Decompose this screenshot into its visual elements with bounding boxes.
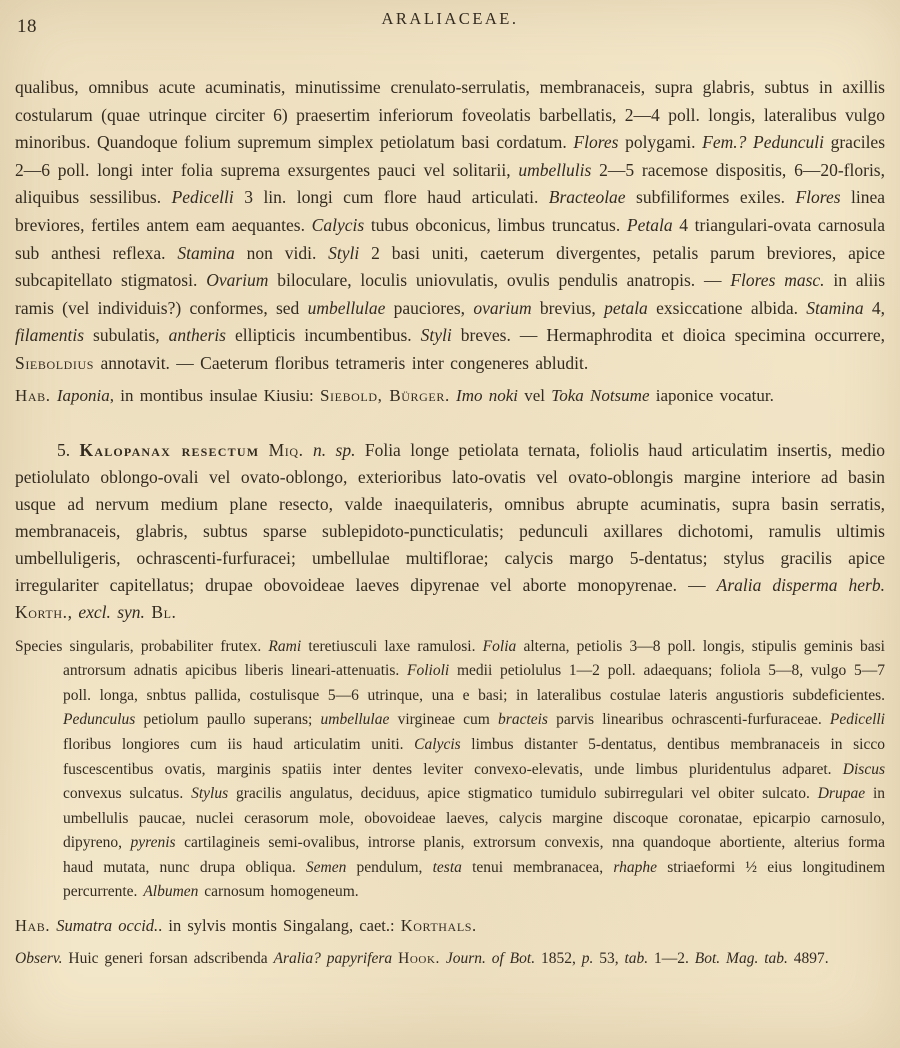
text-run: ellipticis incumbentibus. bbox=[226, 325, 421, 346]
text-run: Stamina bbox=[177, 242, 235, 263]
text-run: Folioli bbox=[407, 662, 450, 680]
text-run: pyrenis bbox=[130, 834, 176, 852]
text-run: biloculare, loculis uniovulatis, ovulis pendulis anatropis. — bbox=[268, 270, 731, 291]
text-run: carnosum homogeneum. bbox=[198, 883, 359, 901]
text-run: Pedicelli bbox=[171, 187, 234, 208]
paragraph-observation bbox=[15, 947, 885, 972]
text-run: Flores bbox=[795, 187, 841, 208]
text-run: cartilagineis semi-ovalibus, introrse planis, extrorsum convexis, nna quandoque abortiente, alterius forma haud mutata, nunc drupa obliqua. bbox=[63, 834, 885, 876]
text-run: Hab. bbox=[15, 916, 51, 936]
text-run: 4 triangulari-ovata carnosula sub anthesi reflexa. bbox=[15, 214, 885, 263]
text-run: Miq. bbox=[268, 439, 304, 460]
text-run: p. bbox=[581, 950, 594, 968]
text-run: alterna, petiolis 3—8 poll. longis, stipulis geminis basi antrorsum adnatis apicibus liberis lineari-attenuatis. bbox=[63, 637, 885, 680]
text-run: Hab. bbox=[15, 385, 51, 405]
text-run: 5. bbox=[57, 439, 80, 460]
page-header bbox=[0, 0, 900, 46]
text-run: in umbellulis paucae, nuclei cerasorum mole, obovoideae laeves, calycis margine discoque coronatae, epicarpio carnosulo, dipyreno, bbox=[63, 785, 886, 852]
running-head-title: ARALIACEAE. bbox=[381, 9, 519, 28]
text-run: Stylus bbox=[191, 785, 229, 803]
text-run: Korthals. bbox=[400, 916, 477, 936]
text-run: umbellulae bbox=[307, 297, 386, 318]
text-run: tab. bbox=[624, 950, 649, 968]
text-run: convexus sulcatus. bbox=[63, 785, 192, 803]
paragraph-habitat-sumatra bbox=[15, 913, 885, 938]
text-run: bracteis bbox=[498, 711, 548, 729]
text-run: 4897. bbox=[787, 950, 829, 968]
text-run: rhaphe bbox=[613, 858, 658, 876]
text-run: Semen bbox=[305, 858, 347, 876]
text-run: Drupae bbox=[817, 785, 866, 803]
text-run: Bracteolae bbox=[548, 187, 626, 208]
text-run: breves. — Hermaphrodita et dioica specimina occurrere, bbox=[451, 325, 885, 346]
text-run: umbellulis bbox=[518, 159, 592, 180]
text-run: filamentis bbox=[15, 325, 85, 346]
text-run: ovarium bbox=[473, 297, 532, 318]
text-run: Korth. bbox=[15, 601, 68, 622]
text-run: floribus longiores cum iis haud articulatim uniti. bbox=[63, 735, 415, 753]
paragraph-species-heading-kalopanax-resectum bbox=[15, 437, 885, 626]
text-run: tubus obconicus, limbus truncatus. bbox=[364, 214, 627, 235]
text-run: Sieboldius bbox=[15, 352, 95, 373]
text-run: Aralia disperma herb. bbox=[716, 574, 885, 595]
text-run: qualibus, omnibus acute acuminatis, minutissime crenulato-serrulatis, membranaceis, supra glabris, subtus in axillis costularum (quae utrinque circiter 6) praesertim inferiorum foveolatis barbellatis, 2—4 poll. longis, lateralibus vulgo minoribus. Quandoque folium supremum simplex petiolatum basi cordatum. bbox=[15, 77, 885, 153]
text-run: linea breviores, fertiles antem eam aequantes. bbox=[15, 187, 886, 235]
text-run: Flores bbox=[573, 132, 619, 153]
text-run: 4, bbox=[863, 297, 885, 318]
text-run: Pedunculus bbox=[63, 711, 136, 729]
text-run: 53, bbox=[593, 950, 625, 968]
text-run: n. sp. bbox=[313, 439, 356, 460]
text-run: Stamina bbox=[806, 297, 864, 318]
text-run: Bot. Mag. tab. bbox=[694, 950, 788, 968]
text-run: umbellulae bbox=[320, 711, 390, 729]
text-run: Journ. of Bot. bbox=[445, 950, 536, 968]
text-run: antheris bbox=[168, 325, 226, 346]
text-run: Toka Notsume bbox=[551, 385, 650, 405]
text-run: pendulum, bbox=[346, 858, 433, 876]
text-run: petala bbox=[604, 297, 648, 318]
text-run: annotavit. — Caeterum floribus tetrameris inter congeneres abludit. bbox=[94, 352, 589, 373]
text-run: parvis linearibus ochrascenti-furfuraceae. bbox=[547, 711, 830, 729]
text-run: Discus bbox=[842, 760, 885, 778]
text-run: Calycis bbox=[414, 735, 461, 753]
text-run: petiolum paullo superans; bbox=[135, 711, 321, 729]
page-number: 18 bbox=[17, 16, 37, 37]
text-run: Ovarium bbox=[206, 270, 269, 291]
text-run: Styli bbox=[328, 242, 360, 263]
paragraph-species-description bbox=[15, 635, 885, 906]
text-run: Siebold, Bürger. bbox=[319, 385, 450, 405]
text-run: Petala bbox=[626, 214, 673, 235]
text-run: gracilis angulatus, deciduus, apice stigmatico tumidulo subirregulari vel obiter sulcato. bbox=[228, 785, 818, 803]
text-run: non vidi. bbox=[234, 242, 329, 263]
text-run: Rami bbox=[268, 637, 302, 655]
text-run: Imo noki bbox=[456, 385, 519, 405]
text-run: tenui membranacea, bbox=[461, 858, 614, 876]
text-run: Sumatra occid. bbox=[56, 916, 159, 936]
text-run: Aralia? papyrifera bbox=[273, 950, 393, 968]
text-run: Huic generi forsan adscribenda bbox=[62, 950, 274, 968]
text-run: limbus distanter 5-dentatus, dentibus membranaceis in sicco fuscescentibus ovatis, marginis spatiis inter dentes leviter convexo-elevatis, unde limbus pluridentulus adparet. bbox=[63, 735, 885, 778]
text-run: Species singularis, probabiliter frutex. bbox=[15, 637, 269, 655]
text-run: testa bbox=[432, 858, 462, 876]
text-run: brevius, bbox=[531, 297, 605, 318]
text-run: virgineae cum bbox=[389, 711, 499, 729]
text-run: Pedunculi bbox=[753, 132, 824, 153]
text-run: Observ. bbox=[15, 950, 63, 968]
text-run: , in montibus insulae Kiusiu: bbox=[109, 385, 320, 405]
text-run: subulatis, bbox=[84, 325, 169, 346]
paragraph-genus-description-continued bbox=[15, 74, 885, 378]
text-run: pauciores, bbox=[385, 297, 474, 318]
text-run: in aliis ramis (vel individuis?) conformes, sed bbox=[15, 270, 886, 318]
text-run: Bl. bbox=[151, 601, 177, 622]
text-run: 2—5 racemose dispositis, 6—20-floris, aliquibus sessilibus. bbox=[15, 159, 885, 208]
text-run bbox=[259, 440, 268, 460]
text-run: 3 lin. longi cum flore haud articulati. bbox=[233, 187, 549, 208]
text-run: Albumen bbox=[143, 883, 199, 901]
text-run: Folia longe petiolata ternata, foliolis haud articulatim insertis, medio petiolulato oblongo-ovali vel ovato-oblongo, exterioribus lato-ovatis vel ovato-oblongis margine interiore ad basin usque ad nervum medium plane resecto, valde inaequilateris, omnibus abrupte acuminatis, supra basin serratis, membranaceis, glabris, subtus sparse sublepidoto-puncticulatis; pedunculi axillares dichotomi, ramulis ultimis umbelluligeris, ochrascenti-furfuracei; umbellulae multiflorae; calycis margo 5-dentatus; stylus gracilis apice irregulariter capitellatus; drupae obovoideae laeves dipyrenae vel aborte monopyrenae. — bbox=[15, 439, 886, 595]
text-run: excl. syn. bbox=[78, 601, 145, 622]
text-run: Calycis bbox=[311, 214, 365, 235]
text-run: Hook. bbox=[398, 950, 440, 968]
text-run: medii petiolulus 1—2 poll. adaequans; foliola 5—8, vulgo 5—7 poll. longa, snbtus pallida, costulisque 5—6 utrinque, una e basi; in lateralibus costulae lateris angustioris subdeficientes. bbox=[63, 662, 885, 704]
text-run: 1852, bbox=[535, 950, 582, 968]
text-run: subfiliformes exiles. bbox=[625, 187, 796, 208]
text-run: , bbox=[67, 601, 79, 622]
text-run: . in sylvis montis Singalang, caet.: bbox=[158, 916, 401, 936]
text-run: graciles 2—6 poll. longi inter folia suprema exsurgentes pauci vel solitarii, bbox=[15, 132, 886, 180]
text-run: vel bbox=[518, 385, 552, 405]
text-run: polygami. bbox=[618, 132, 703, 153]
text-run: exsiccatione albida. bbox=[647, 297, 807, 318]
text-run: iaponice vocatur. bbox=[649, 385, 774, 405]
text-run: 2 basi uniti, caeterum divergentes, petalis parum breviores, apice subcapitellato stigmatosi. bbox=[15, 242, 885, 291]
text-run: teretiusculi laxe ramulosi. bbox=[301, 637, 483, 655]
text-run: Pedicelli bbox=[829, 711, 885, 729]
text-run bbox=[304, 440, 313, 460]
text-run: Iaponia bbox=[56, 385, 110, 405]
text-run: Kalopanax resectum bbox=[79, 439, 260, 460]
page-body bbox=[0, 74, 900, 972]
text-run: Flores masc. bbox=[730, 270, 825, 291]
text-run: 1—2. bbox=[648, 950, 695, 968]
text-run: striaeformi ½ eius longitudinem percurrente. bbox=[63, 858, 886, 901]
text-run: Folia bbox=[482, 637, 517, 655]
text-run: Styli bbox=[420, 325, 452, 346]
text-run: Fem.? bbox=[702, 132, 747, 153]
paragraph-habitat-japan bbox=[15, 383, 885, 409]
